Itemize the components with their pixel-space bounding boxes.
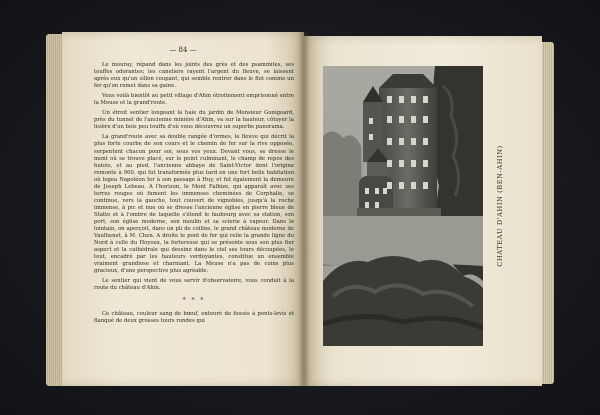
open-book xyxy=(46,28,554,390)
paragraph-3: Un étroit sentier longeant la haie du jardin de Monsieur Gonigoard, près du tunnel de l'ancienne minière d'Ahin, va sur la hauteur, côtoyer la lisière d'un bois peu touffu d'où vous découvrez un superbe panorama. xyxy=(94,110,294,131)
closing-paragraph: Ce château, couleur sang de bœuf, entouré de fossés à ponts-levis et flanqué de deux grosses tours rondes qui xyxy=(94,310,294,324)
castle-photograph xyxy=(323,66,483,346)
right-page-edges xyxy=(540,42,554,384)
paragraph-4: La grand'route avec sa double rangée d'ormes, le fleuve qui décrit la plus forte courbe de son cours et le chemin de fer sur la rive opposée, serpentent chacun pour soi, sous vos yeux. Devant vous, se dresse le mont où se trouve placé, sur le point culminant, le champ de repos des hutois, et au pied, l'ancienne abbaye de Saint-Victor dont l'origine remonte à 900, qui fut transformée plus tard en une fort belle habitation où logea Napoléon Ier à son passage à Huy, et fut également la demeure de Joseph Lebeau. A l'horizon, le Mont Falhize, qui apparaît avec ses terres rouges où fument les immenses cheminées de Corphalie, se continue, vers la gauche, tout couvert de vignobles, jusqu'à la roche immense, à pic et nue où se dresse l'ancienne église en pierre bleue de Statte et à l'ombre de laquelle s'étend le faubourg avec sa station, son port, son église moderne, son moulin et sa scierie à vapeur. Dans le lointain, on aperçoit, dans un pli de colline, le grand château moderne de Vaulhenet, à M. Chen. A droite le pont de fer qui relie la grande ligne du Nord à celle du Hoyoux, la forteresse qui se présente sous son plus fier aspect et la cathédrale qui dessine dans le ciel ses tours découpées, le tout, encadré par les hauteurs verdoyantes, constitue un ensemble vraiment grandiose et charmant. La Meuse n'a pas de coins plus gracieux, d'une perspective plus agréable. xyxy=(94,134,294,275)
paragraph-1: Le mouray, répand dans les joints des grès et des psammites, ses touffes odorantes; les caneliers rayent l'argent du fleuve, se laissent après eux qu'un sillon coupant, qui semble rentrer dans le flot comme un fer qu'on remet dans sa gaine. xyxy=(94,62,294,90)
paragraph-2: Vous voilà bientôt au petit village d'Ahin étroitement emprisonné entre la Meuse et la grand'route. xyxy=(94,93,294,107)
plate-caption-area xyxy=(488,66,512,346)
paragraph-5: Le sentier qui vient de vous servir d'observatoire, vous conduit à la route du château d'Ahin. xyxy=(94,278,294,292)
plate-caption: CHATEAU D'AHIN (BEN-AHIN) xyxy=(496,145,504,267)
left-page-text xyxy=(94,62,294,328)
left-page xyxy=(62,32,304,386)
book-gutter xyxy=(298,32,310,386)
castle-photo-illustration xyxy=(323,66,483,346)
section-asterism: * * * xyxy=(182,297,206,305)
right-page xyxy=(304,36,542,386)
page-number: — 84 — xyxy=(169,46,197,54)
